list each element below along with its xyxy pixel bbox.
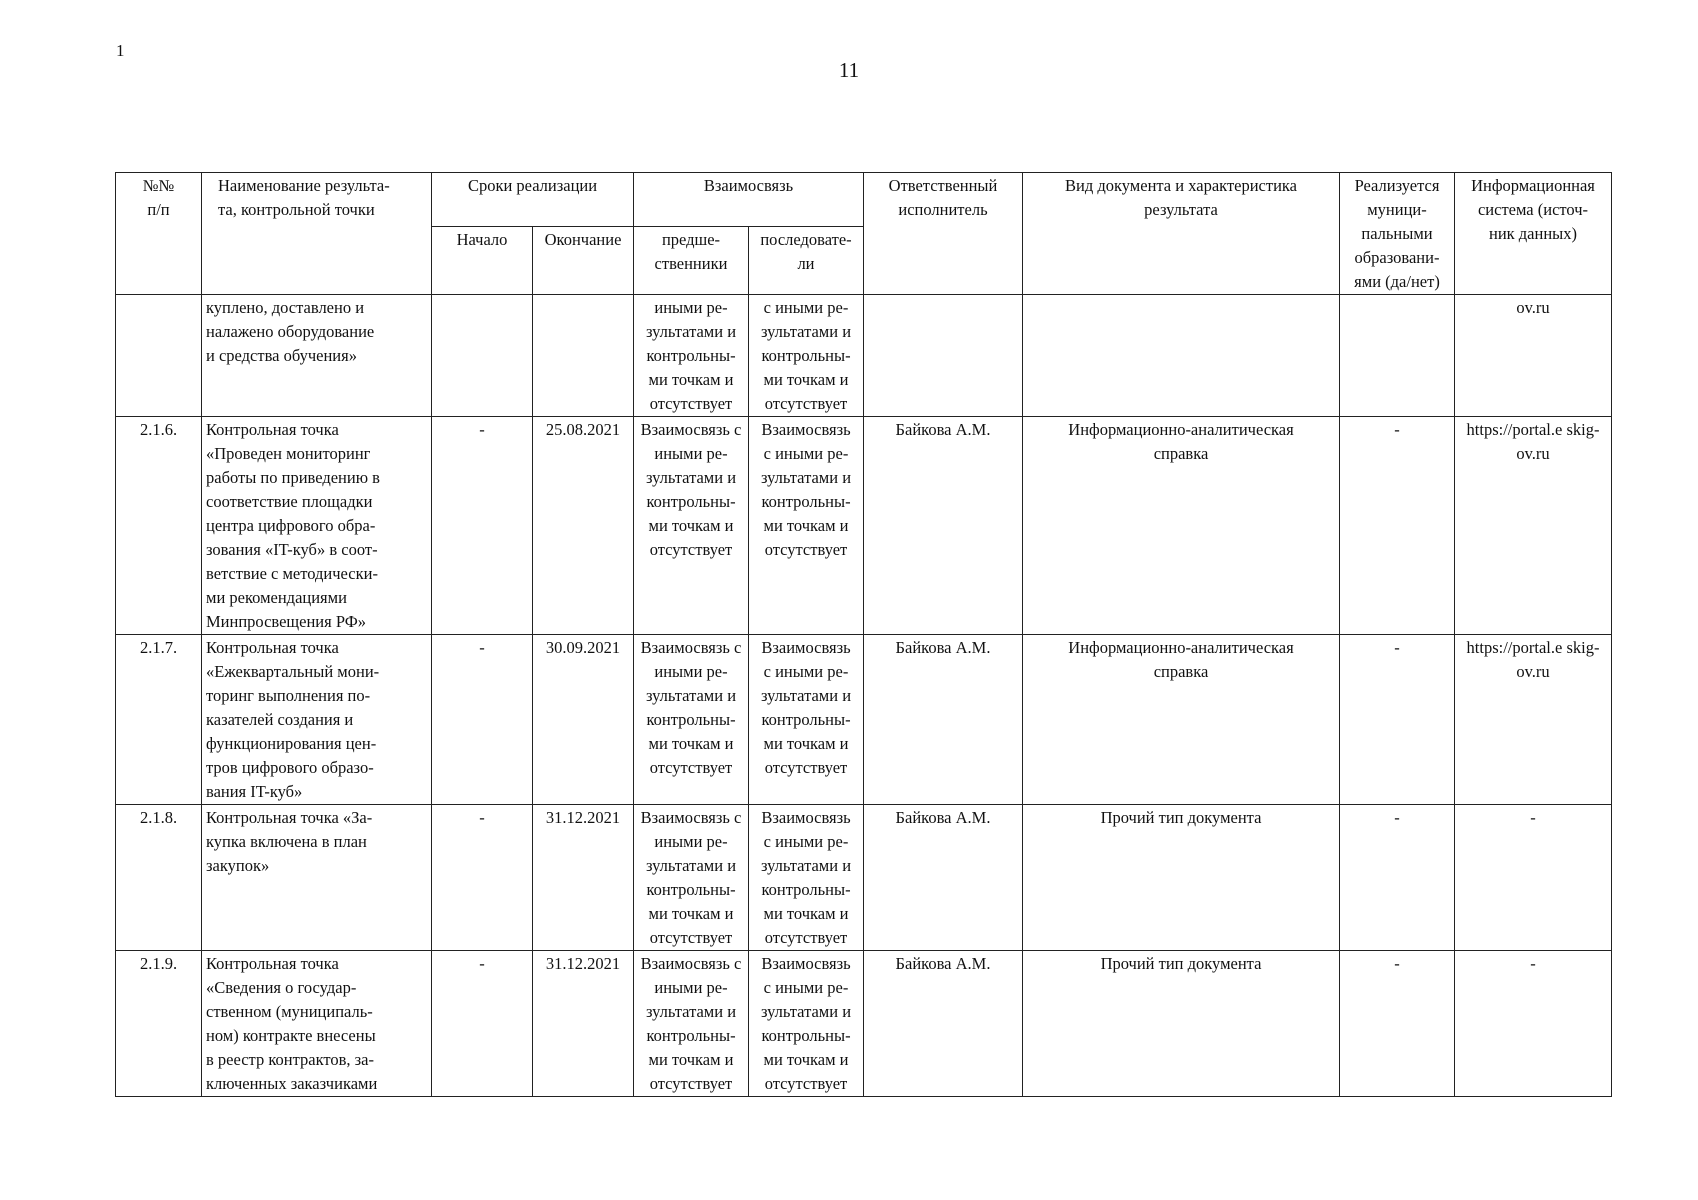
cell-number: 2.1.8.	[116, 805, 202, 951]
text-line: Прочий тип документа	[1100, 808, 1262, 827]
text-line: контрольны-	[646, 880, 736, 899]
text-line: Контрольная точка	[206, 638, 339, 657]
header-municipal	[1340, 173, 1455, 295]
text-line: ми точкам и	[763, 1050, 849, 1069]
text-line: Информационно-аналитическая	[1068, 638, 1294, 657]
text-line: казателей создания и	[206, 710, 354, 729]
table-row	[116, 951, 1612, 1097]
text-line: зультатами и	[645, 686, 737, 705]
text-line: ми точкам и	[648, 516, 734, 535]
text-line: контрольны-	[761, 1026, 851, 1045]
header-document	[1023, 173, 1340, 295]
text-line: центра цифрового обра-	[206, 516, 376, 535]
header-num	[116, 173, 202, 295]
text-line: https://portal.e skig-	[1466, 420, 1600, 439]
text-line: с иными ре-	[763, 444, 849, 463]
text-line: ov.ru	[1516, 444, 1550, 463]
text-line: п/п	[147, 200, 170, 219]
cell-successors	[749, 295, 864, 417]
cell-document	[1023, 417, 1340, 635]
text-line: Информационная	[1471, 176, 1595, 195]
cell-responsible: Байкова А.М.	[864, 805, 1023, 951]
text-line: соответствие площадки	[206, 492, 373, 511]
text-line: Взаимосвязь	[761, 954, 851, 973]
text-line: контрольны-	[646, 492, 736, 511]
text-line: отсутствует	[764, 758, 848, 777]
text-line: Контрольная точка	[206, 420, 339, 439]
cell-info-system	[1455, 805, 1612, 951]
header-start: Начало	[432, 226, 533, 295]
text-line: иными ре-	[654, 662, 728, 681]
text-line: отсутствует	[764, 928, 848, 947]
text-line: «Ежеквартальный мони-	[206, 662, 380, 681]
text-line: отсутствует	[764, 540, 848, 559]
text-line: ми точкам и	[648, 734, 734, 753]
cell-start: -	[432, 805, 533, 951]
text-line: справка	[1153, 444, 1209, 463]
text-line: работы по приведению в	[206, 468, 380, 487]
cell-document	[1023, 635, 1340, 805]
text-line: отсутствует	[649, 540, 733, 559]
text-line: -	[1530, 954, 1536, 973]
text-line: с иными ре-	[763, 978, 849, 997]
cell-start: -	[432, 635, 533, 805]
text-line: Взаимосвязь с	[640, 808, 742, 827]
text-line: контрольны-	[761, 880, 851, 899]
cell-start: -	[432, 951, 533, 1097]
text-line: зультатами и	[760, 856, 852, 875]
text-line: ственники	[654, 253, 728, 273]
text-line: ми рекомендациями	[206, 588, 347, 607]
cell-name	[202, 951, 432, 1097]
text-line: зультатами и	[760, 1002, 852, 1021]
cell-municipal	[1340, 295, 1455, 417]
cell-document	[1023, 951, 1340, 1097]
text-line: та, контрольной точки	[218, 200, 375, 219]
cell-municipal: -	[1340, 805, 1455, 951]
text-line: купка включена в план	[206, 832, 367, 851]
cell-end: 25.08.2021	[533, 417, 634, 635]
cell-responsible: Байкова А.М.	[864, 951, 1023, 1097]
text-line: торинг выполнения по-	[206, 686, 371, 705]
text-line: с иными ре-	[763, 832, 849, 851]
cell-document	[1023, 805, 1340, 951]
header-name	[202, 173, 432, 295]
text-line: тров цифрового образо-	[206, 758, 374, 777]
text-line: вания IT-куб»	[206, 782, 303, 801]
cell-responsible: Байкова А.М.	[864, 417, 1023, 635]
page-number: 11	[838, 58, 860, 82]
header-successors	[749, 226, 864, 295]
cell-municipal: -	[1340, 635, 1455, 805]
text-line: Контрольная точка «За-	[206, 808, 373, 827]
text-line: контрольны-	[761, 492, 851, 511]
text-line: отсутствует	[649, 758, 733, 777]
cell-municipal: -	[1340, 951, 1455, 1097]
header-end: Окончание	[533, 226, 634, 295]
text-line: ми точкам и	[763, 370, 849, 389]
text-line: ми точкам и	[763, 734, 849, 753]
cell-name	[202, 635, 432, 805]
text-line: «Сведения о государ-	[206, 978, 357, 997]
table-header	[116, 173, 1612, 295]
text-line: иными ре-	[654, 298, 728, 317]
text-line: отсутствует	[649, 928, 733, 947]
table-row	[116, 635, 1612, 805]
text-line: налажено оборудование	[206, 322, 375, 341]
text-line: Наименование результа-	[218, 176, 390, 195]
text-line: зультатами и	[645, 1002, 737, 1021]
cell-responsible: Байкова А.М.	[864, 635, 1023, 805]
text-line: и средства обучения»	[206, 346, 357, 365]
text-line: контрольны-	[646, 710, 736, 729]
cell-end: 31.12.2021	[533, 951, 634, 1097]
plan-table	[115, 172, 1612, 1097]
text-line: Реализуется	[1354, 176, 1440, 195]
cell-successors	[749, 417, 864, 635]
text-line: Взаимосвязь с	[640, 638, 742, 657]
text-line: Взаимосвязь с	[640, 420, 742, 439]
text-line: ми точкам и	[648, 1050, 734, 1069]
text-line: №№	[142, 176, 175, 195]
header-links: Взаимосвязь	[634, 173, 864, 227]
cell-predecessors	[634, 635, 749, 805]
cell-successors	[749, 805, 864, 951]
text-line: Взаимосвязь	[761, 808, 851, 827]
cell-name	[202, 295, 432, 417]
text-line: Взаимосвязь с	[640, 954, 742, 973]
text-line: ник данных)	[1488, 224, 1577, 243]
text-line: исполнитель	[898, 200, 988, 219]
text-line: справка	[1153, 662, 1209, 681]
text-line: с иными ре-	[763, 298, 849, 317]
text-line: закупок»	[206, 856, 270, 875]
text-line: ключенных заказчиками	[206, 1074, 378, 1093]
text-line: ov.ru	[1516, 298, 1550, 317]
text-line: ми точкам и	[648, 370, 734, 389]
table-row	[116, 295, 1612, 417]
cell-predecessors	[634, 951, 749, 1097]
text-line: Взаимосвязь	[761, 420, 851, 439]
text-line: система (источ-	[1477, 200, 1589, 219]
cell-successors	[749, 635, 864, 805]
text-line: зования «IT-куб» в соот-	[206, 540, 378, 559]
text-line: https://portal.e skig-	[1466, 638, 1600, 657]
text-line: Информационно-аналитическая	[1068, 420, 1294, 439]
text-line: Взаимосвязь	[761, 638, 851, 657]
text-line: отсутствует	[649, 1074, 733, 1093]
text-line: ми точкам и	[648, 904, 734, 923]
text-line: образовани-	[1354, 248, 1440, 267]
cell-info-system	[1455, 417, 1612, 635]
text-line: контрольны-	[646, 1026, 736, 1045]
cell-name	[202, 805, 432, 951]
text-line: Минпросвещения РФ»	[206, 612, 366, 631]
text-line: отсутствует	[764, 1074, 848, 1093]
header-responsible	[864, 173, 1023, 295]
cell-info-system	[1455, 295, 1612, 417]
cell-number: 2.1.7.	[116, 635, 202, 805]
table-row	[116, 417, 1612, 635]
cell-number	[116, 295, 202, 417]
text-line: иными ре-	[654, 832, 728, 851]
text-line: контрольны-	[646, 346, 736, 365]
header-dates: Сроки реализации	[432, 173, 634, 227]
text-line: зультатами и	[760, 468, 852, 487]
cell-responsible	[864, 295, 1023, 417]
text-line: контрольны-	[761, 710, 851, 729]
text-line: с иными ре-	[763, 662, 849, 681]
text-line: Прочий тип документа	[1100, 954, 1262, 973]
text-line: «Проведен мониторинг	[206, 444, 371, 463]
text-line: ветствие с методически-	[206, 564, 378, 583]
cell-end	[533, 295, 634, 417]
text-line: Вид документа и характеристика	[1064, 176, 1298, 195]
cell-info-system	[1455, 635, 1612, 805]
cell-predecessors	[634, 805, 749, 951]
cell-number: 2.1.9.	[116, 951, 202, 1097]
corner-mark: 1	[116, 41, 125, 60]
header-info-system	[1455, 173, 1612, 295]
text-line: отсутствует	[649, 394, 733, 413]
text-line: -	[1530, 808, 1536, 827]
text-line: предше-	[661, 229, 721, 249]
text-line: контрольны-	[761, 346, 851, 365]
text-line: иными ре-	[654, 444, 728, 463]
text-line: ми точкам и	[763, 516, 849, 535]
text-line: куплено, доставлено и	[206, 298, 365, 317]
text-line: отсутствует	[764, 394, 848, 413]
cell-name	[202, 417, 432, 635]
text-line: ями (да/нет)	[1354, 272, 1440, 291]
text-line: ном) контракте внесены	[206, 1026, 376, 1045]
cell-start: -	[432, 417, 533, 635]
cell-successors	[749, 951, 864, 1097]
cell-start	[432, 295, 533, 417]
cell-document	[1023, 295, 1340, 417]
text-line: зультатами и	[760, 322, 852, 341]
text-line: результата	[1144, 200, 1218, 219]
header-predecessors	[634, 226, 749, 295]
cell-municipal: -	[1340, 417, 1455, 635]
text-line: зультатами и	[645, 468, 737, 487]
table-row	[116, 805, 1612, 951]
text-line: ov.ru	[1516, 662, 1550, 681]
text-line: Контрольная точка	[206, 954, 339, 973]
cell-predecessors	[634, 295, 749, 417]
text-line: пальными	[1361, 224, 1433, 243]
cell-info-system	[1455, 951, 1612, 1097]
text-line: иными ре-	[654, 978, 728, 997]
cell-number: 2.1.6.	[116, 417, 202, 635]
text-line: последовате-	[760, 229, 852, 249]
cell-end: 30.09.2021	[533, 635, 634, 805]
text-line: зультатами и	[645, 322, 737, 341]
cell-predecessors	[634, 417, 749, 635]
text-line: ми точкам и	[763, 904, 849, 923]
cell-end: 31.12.2021	[533, 805, 634, 951]
text-line: функционирования цен-	[206, 734, 377, 753]
text-line: Ответственный	[888, 176, 998, 195]
text-line: ли	[797, 253, 815, 273]
text-line: муници-	[1367, 200, 1427, 219]
text-line: зультатами и	[760, 686, 852, 705]
text-line: ственном (муниципаль-	[206, 1002, 373, 1021]
table-body	[116, 295, 1612, 1097]
text-line: зультатами и	[645, 856, 737, 875]
text-line: в реестр контрактов, за-	[206, 1050, 374, 1069]
